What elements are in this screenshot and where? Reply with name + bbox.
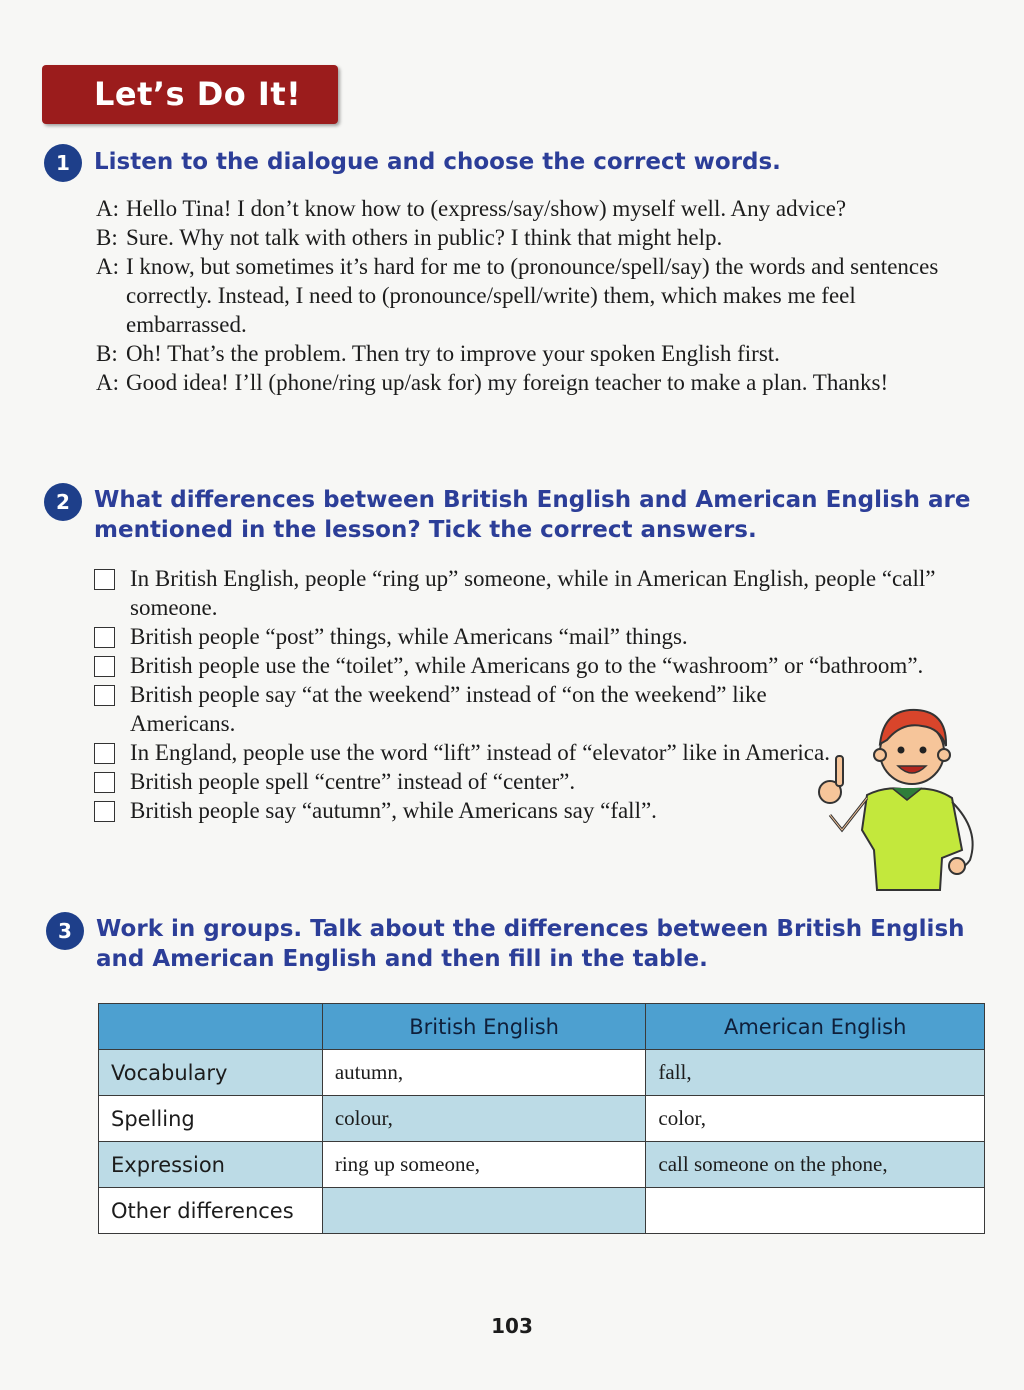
table-cell[interactable]: fall,	[646, 1050, 985, 1096]
checkbox[interactable]	[94, 569, 115, 590]
table-header-row	[99, 1004, 985, 1050]
check-item-text: British people “post” things, while Americans “mail” things.	[130, 624, 688, 649]
dialogue-text: Hello Tina! I don’t know how to (express/say/show) myself well. Any advice?	[126, 196, 847, 221]
row-label: Vocabulary	[99, 1050, 323, 1096]
speaker: B:	[96, 225, 118, 250]
table-row	[99, 1188, 985, 1234]
dialogue	[96, 194, 976, 397]
section-1-number: 1	[44, 144, 82, 182]
page-number: 103	[491, 1314, 533, 1338]
table-header: British English	[322, 1004, 646, 1050]
dialogue-line	[96, 252, 976, 339]
dialogue-line	[96, 194, 976, 223]
table-row	[99, 1096, 985, 1142]
table-cell[interactable]: call someone on the phone,	[646, 1142, 985, 1188]
table-cell[interactable]: autumn,	[322, 1050, 646, 1096]
check-item[interactable]	[94, 622, 994, 651]
checkbox[interactable]	[94, 743, 115, 764]
dialogue-line	[96, 368, 976, 397]
checkbox[interactable]	[94, 772, 115, 793]
row-label: Other differences	[99, 1188, 323, 1234]
table-cell[interactable]	[322, 1188, 646, 1234]
section-3-number: 3	[46, 912, 84, 950]
check-item-text: British people use the “toilet”, while Americans go to the “washroom” or “bathroom”.	[130, 653, 924, 678]
dialogue-text: Oh! That’s the problem. Then try to improve your spoken English first.	[126, 341, 780, 366]
check-item[interactable]	[94, 651, 994, 680]
checkbox[interactable]	[94, 685, 115, 706]
dialogue-text: I know, but sometimes it’s hard for me to (pronounce/spell/say) the words and sentences correctly. Instead, I need to (pronounce/spell/write) them, which makes me feel embarrassed.	[126, 254, 939, 337]
lets-do-it-banner	[42, 65, 338, 124]
table-cell[interactable]: ring up someone,	[322, 1142, 646, 1188]
check-item-text: In England, people use the word “lift” instead of “elevator” like in America.	[130, 740, 830, 765]
check-item-text: British people say “at the weekend” instead of “on the weekend” like Americans.	[130, 682, 767, 736]
banner-title: Let’s Do It!	[94, 75, 302, 113]
check-item-text: British people spell “centre” instead of “center”.	[130, 769, 576, 794]
dialogue-text: Sure. Why not talk with others in public? I think that might help.	[126, 225, 723, 250]
check-item[interactable]	[94, 680, 830, 738]
section-1-title: Listen to the dialogue and choose the correct words.	[94, 149, 781, 175]
check-item-text: British people say “autumn”, while Americans say “fall”.	[130, 798, 657, 823]
table-cell[interactable]	[646, 1188, 985, 1234]
dialogue-line	[96, 223, 976, 252]
table-row	[99, 1050, 985, 1096]
check-item[interactable]	[94, 564, 994, 622]
speaker: A:	[96, 196, 119, 221]
check-item-text: In British English, people “ring up” someone, while in American English, people “call” someone.	[130, 566, 936, 620]
row-label: Spelling	[99, 1096, 323, 1142]
checkbox[interactable]	[94, 801, 115, 822]
table-cell[interactable]: color,	[646, 1096, 985, 1142]
checkbox[interactable]	[94, 627, 115, 648]
comparison-table	[98, 1003, 985, 1234]
dialogue-line	[96, 339, 976, 368]
table-row	[99, 1142, 985, 1188]
speaker: B:	[96, 341, 118, 366]
boy-illustration	[812, 700, 992, 895]
check-item[interactable]	[94, 738, 830, 767]
table-header: American English	[646, 1004, 985, 1050]
section-2-number: 2	[44, 483, 82, 521]
table-header	[99, 1004, 323, 1050]
row-label: Expression	[99, 1142, 323, 1188]
speaker: A:	[96, 370, 119, 395]
table-cell[interactable]: colour,	[322, 1096, 646, 1142]
dialogue-text: Good idea! I’ll (phone/ring up/ask for) my foreign teacher to make a plan. Thanks!	[126, 370, 889, 395]
section-2-title: What differences between British English and American English are mentioned in the lesson? Tick the correct answers.	[94, 487, 971, 543]
checkbox[interactable]	[94, 656, 115, 677]
section-3-title: Work in groups. Talk about the differences between British English and American English and then fill in the table.	[96, 916, 965, 972]
speaker: A:	[96, 254, 119, 279]
